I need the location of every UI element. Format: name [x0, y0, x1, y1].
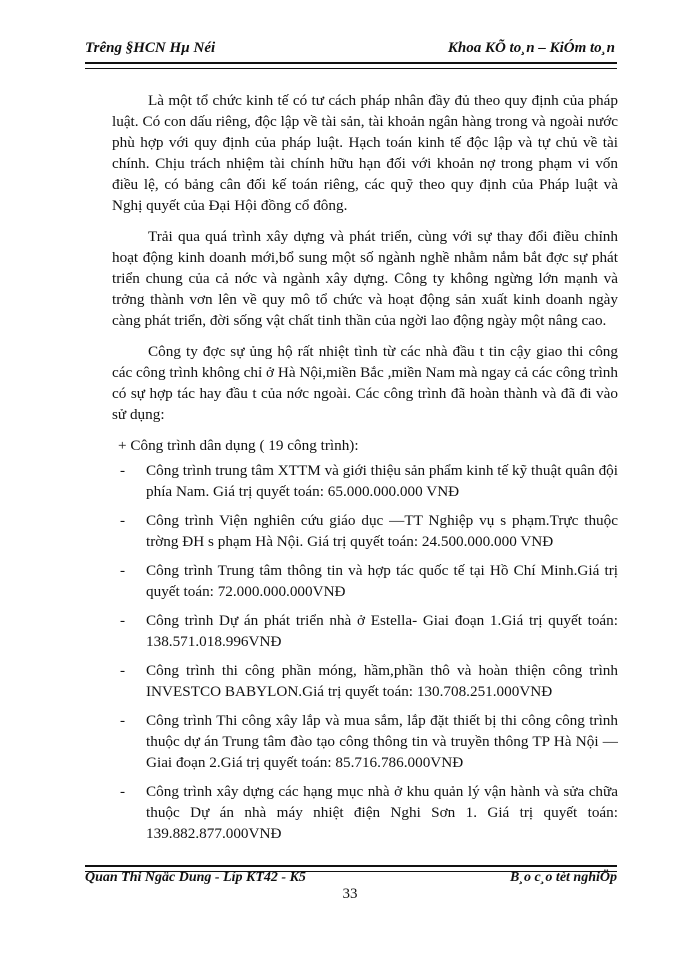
footer-report-type: B¸o c¸o tèt nghiÖp: [510, 870, 617, 885]
list-item: [112, 560, 618, 602]
list-item-text: Công trình thi công phần móng, hầm,phần thô và hoàn thiện công trình INVESTCO BABYLON.Giá trị quyết toán: 130.708.251.000VNĐ: [146, 662, 618, 700]
list-item-text: Công trình trung tâm XTTM và giới thiệu sản phẩm kinh tế kỹ thuật quân đội phía Nam. Giá trị quyết toán: 65.000.000.000 VNĐ: [146, 462, 618, 500]
list-item-text: Công trình xây dựng các hạng mục nhà ở khu quản lý vận hành và sửa chữa thuộc Dự án nhà máy nhiệt điện Nghi Sơn 1. Giá trị quyết toán: 139.882.877.000VNĐ: [146, 783, 618, 842]
list-item: [112, 510, 618, 552]
paragraph: Công ty đợc sự ủng hộ rất nhiệt tình từ các nhà đầu t tin cậy giao thi công các công trình không chỉ ở Hà Nội,miền Bắc ,miền Nam mà ngay cả các công trình có sự hợp tác hay đầu t của nớc ngoài. Các công trình đã hoàn thành và đã đi vào sử dụng:: [112, 343, 618, 423]
list-dash: -: [120, 512, 126, 529]
list-dash: -: [120, 462, 126, 479]
list-item: [112, 660, 618, 702]
body-content: [112, 90, 618, 852]
page-header: [85, 40, 615, 64]
list-item-text: Công trình Trung tâm thông tin và hợp tác quốc tế tại Hồ Chí Minh.Giá trị quyết toán: 72.000.000.000VNĐ: [146, 562, 618, 600]
list-item-text: Công trình Viện nghiên cứu giáo dục —TT Nghiệp vụ s phạm.Trực thuộc trờng ĐH s phạm Hà Nội. Giá trị quyết toán: 24.500.000.000 VNĐ: [146, 512, 618, 550]
list-dash: -: [120, 562, 126, 579]
project-list: [112, 460, 618, 844]
list-item: [112, 781, 618, 844]
list-item: [112, 610, 618, 652]
footer-author: Quan Thi Ngäc Dung - Líp KT42 - K5: [85, 870, 306, 885]
section-subheading: + Công trình dân dụng ( 19 công trình):: [118, 437, 359, 454]
list-item: [112, 460, 618, 502]
header-school: Trêng §HCN Hµ Néi: [85, 40, 216, 56]
list-item: [112, 710, 618, 773]
header-faculty: Khoa KÕ to¸n – KiÓm to¸n: [447, 40, 615, 56]
page-number: 33: [342, 886, 358, 902]
header-divider: [85, 62, 617, 69]
list-dash: -: [120, 783, 126, 800]
list-item-text: Công trình Thi công xây lắp và mua sắm, lắp đặt thiết bị thi công công trình thuộc dự án Trung tâm đào tạo công thông tin và truyền thông TP Hà Nội — Giai đoạn 2.Giá trị quyết toán: 85.716.786.000VNĐ: [146, 712, 618, 771]
list-dash: -: [120, 712, 126, 729]
paragraph: Trải qua quá trình xây dựng và phát triển, cùng với sự thay đổi điều chỉnh hoạt động kinh doanh mới,bổ sung một số ngành nghề nhằm nắm bắt đợc sự phát triển chung của cả nớc và ngành xây dựng. Công ty không ngừng lớn mạnh và trởng thành vơn lên về quy mô tổ chức và hoạt động sản xuất kinh doanh ngày càng phát triển, đời sống vật chất tinh thần của ngời lao động ngày một nâng cao.: [112, 228, 618, 329]
list-dash: -: [120, 612, 126, 629]
paragraph: Là một tổ chức kinh tế có tư cách pháp nhân đầy đủ theo quy định của pháp luật. Có con dấu riêng, độc lập về tài sản, tài khoản ngân hàng trong và ngoài nước phù hợp với quy định của pháp luật. Hạch toán kinh tế độc lập và tự chủ về tài chính. Chịu trách nhiệm tài chính hữu hạn đối với khoản nợ trong phạm vi vốn điều lệ, có bảng cân đối kế toán riêng, các quỹ theo quy định của Pháp luật và Nghị quyết của Đại Hội đồng cổ đông.: [112, 92, 618, 214]
list-dash: -: [120, 662, 126, 679]
list-item-text: Công trình Dự án phát triển nhà ở Estella- Giai đoạn 1.Giá trị quyết toán: 138.571.018.996VNĐ: [146, 612, 618, 650]
